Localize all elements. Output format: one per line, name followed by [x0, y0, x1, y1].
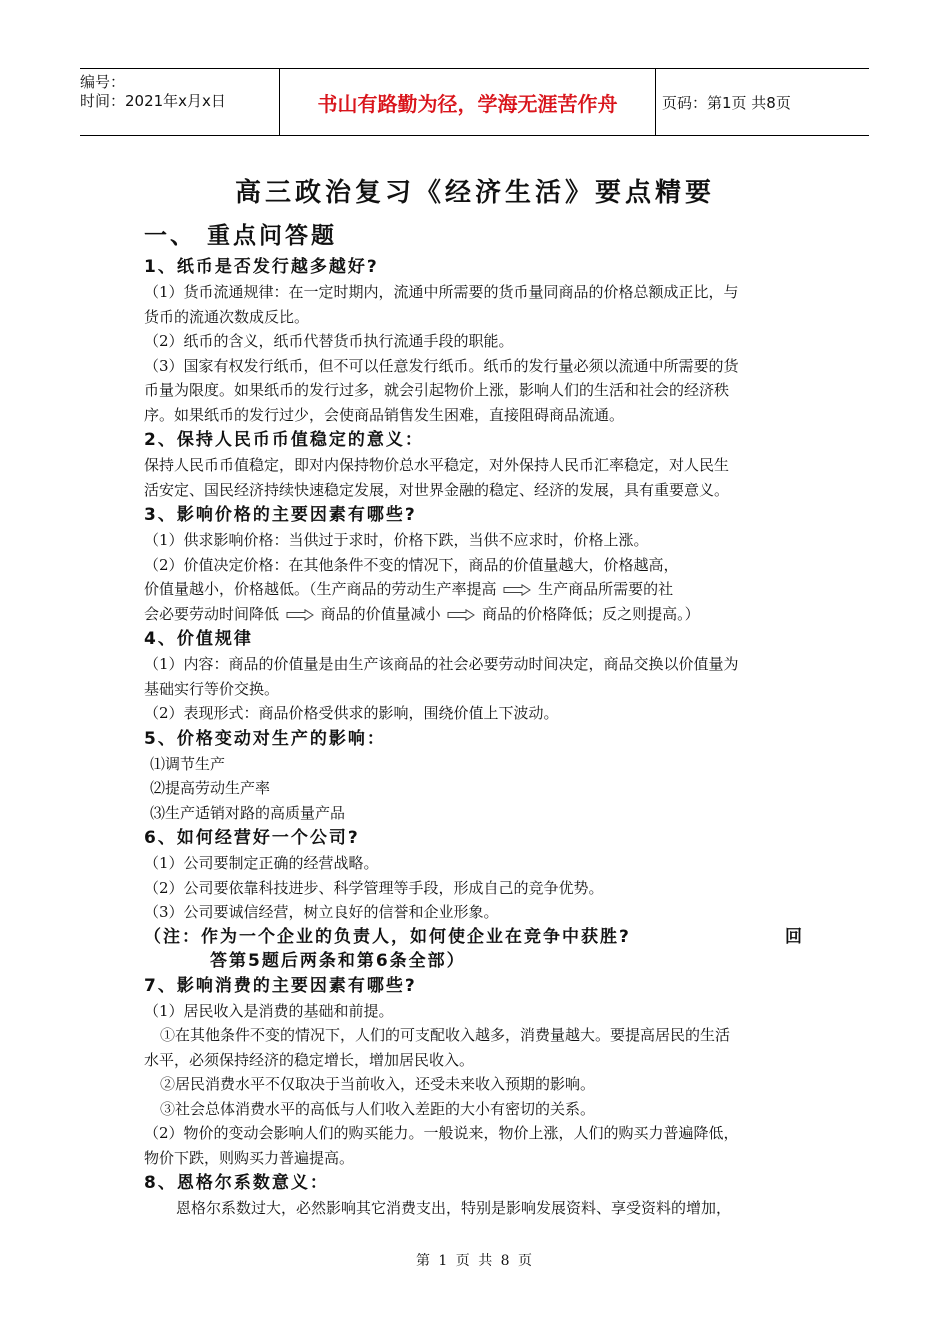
paragraph: （1）内容：商品的价值量是由生产该商品的社会必要劳动时间决定，商品交换以价值量为: [144, 655, 739, 673]
page-title: 高三政治复习《经济生活》要点精要: [234, 178, 715, 208]
note-line: 答第5题后两条和第6条全部）: [210, 950, 466, 971]
question-2-title: 2、保持人民币币值稳定的意义：: [144, 430, 424, 450]
list-item: ⑴调节生产: [150, 754, 226, 773]
right-arrow-icon: [286, 609, 314, 621]
text-span: 商品的价值量减小: [320, 604, 441, 623]
right-arrow-icon: [503, 584, 531, 596]
paragraph: 货币的流通次数成反比。: [144, 307, 310, 326]
text-span: 会必要劳动时间降低: [144, 604, 280, 623]
paragraph: 恩格尔系数过大，必然影响其它消费支出，特别是影响发展资料、享受资料的增加，: [176, 1199, 732, 1217]
page-footer: 第 1 页 共 8 页: [415, 1253, 535, 1269]
paragraph: ③社会总体消费水平的高低与人们收入差距的大小有密切的关系。: [160, 1099, 596, 1118]
question-4-title: 4、价值规律: [144, 629, 253, 649]
paragraph: （2）价值决定价格：在其他条件不变的情况下，商品的价值量越大，价格越高，: [144, 555, 679, 574]
paragraph: 保持人民币币值稳定，即对内保持物价总水平稳定，对外保持人民币汇率稳定，对人民生: [144, 456, 730, 474]
text-span: 商品的价格降低；反之则提高。）: [482, 604, 700, 623]
question-7-title: 7、影响消费的主要因素有哪些?: [144, 975, 417, 996]
text-span: 生产商品所需要的社: [538, 580, 674, 598]
paragraph: （3）公司要诚信经营，树立良好的信誉和企业形象。: [144, 903, 499, 921]
question-3-title: 3、影响价格的主要因素有哪些?: [144, 505, 417, 525]
paragraph: （2）物价的变动会影响人们的购买能力。一般说来，物价上涨，人们的购买力普遍降低，: [144, 1124, 739, 1142]
question-5-title: 5、价格变动对生产的影响：: [144, 728, 386, 749]
note-line: [144, 925, 804, 949]
paragraph: （1）居民收入是消费的基础和前提。: [144, 1001, 394, 1020]
section-heading: 一、 重点问答题: [144, 223, 338, 249]
note-text: （注：作为一个企业的负责人，如何使企业在竞争中获胜?: [144, 926, 631, 947]
paragraph: 序。如果纸币的发行过少，会使商品销售发生困难，直接阻碍商品流通。: [144, 405, 625, 424]
paragraph: ①在其他条件不变的情况下，人们的可支配收入越多，消费量越大。要提高居民的生活: [160, 1026, 731, 1044]
question-8-title: 8、恩格尔系数意义：: [144, 1173, 329, 1193]
header-motto: 书山有路勤为径，学海无涯苦作舟: [280, 69, 656, 135]
paragraph: （2）表现形式：商品价格受供求的影响，围绕价值上下波动。: [144, 704, 559, 722]
list-item: ⑶生产适销对路的高质量产品: [150, 803, 346, 822]
paragraph: [144, 602, 814, 627]
number-label: 编号：: [80, 73, 126, 91]
text-span: 价值量越小，价格越低。（生产商品的劳动生产率提高: [144, 580, 497, 598]
paragraph: 活安定、国民经济持续快速稳定发展，对世界金融的稳定、经济的发展，具有重要意义。: [144, 480, 730, 499]
document-body: [144, 218, 814, 1221]
paragraph: （3）国家有权发行纸币，但不可以任意发行纸币。纸币的发行量必须以流通中所需要的货: [144, 356, 739, 375]
question-6-title: 6、如何经营好一个公司?: [144, 828, 360, 848]
question-1-title: 1、纸币是否发行越多越好?: [144, 257, 379, 277]
page-indicator: 页码：第1页 共8页: [662, 93, 791, 112]
paragraph: （1）公司要制定正确的经营战略。: [144, 854, 379, 872]
right-arrow-icon: [447, 609, 475, 621]
paragraph: 基础实行等价交换。: [144, 679, 280, 698]
paragraph: [144, 577, 814, 602]
paragraph: （2）纸币的含义，纸币代替货币执行流通手段的职能。: [144, 332, 514, 350]
paragraph: （1）供求影响价格：当供过于求时，价格下跌，当供不应求时，价格上涨。: [144, 531, 649, 549]
paragraph: 币量为限度。如果纸币的发行过多，就会引起物价上涨，影响人们的生活和社会的经济秩: [144, 381, 730, 399]
paragraph: 物价下跌，则购买力普遍提高。: [144, 1148, 355, 1167]
time-label: 时间：2021年x月x日: [80, 92, 226, 110]
paragraph: （1）货币流通规律：在一定时期内，流通中所需要的货币量同商品的价格总额成正比，与: [144, 283, 739, 301]
paragraph: （2）公司要依靠科技进步、科学管理等手段，形成自己的竞争优势。: [144, 878, 604, 897]
list-item: ⑵提高劳动生产率: [150, 779, 271, 797]
header-table: [80, 68, 869, 136]
paragraph: 水平，必须保持经济的稳定增长，增加居民收入。: [144, 1050, 475, 1069]
paragraph: ②居民消费水平不仅取决于当前收入，还受未来收入预期的影响。: [160, 1075, 596, 1093]
header-meta: [80, 69, 280, 135]
note-text-end: 回: [785, 926, 804, 947]
